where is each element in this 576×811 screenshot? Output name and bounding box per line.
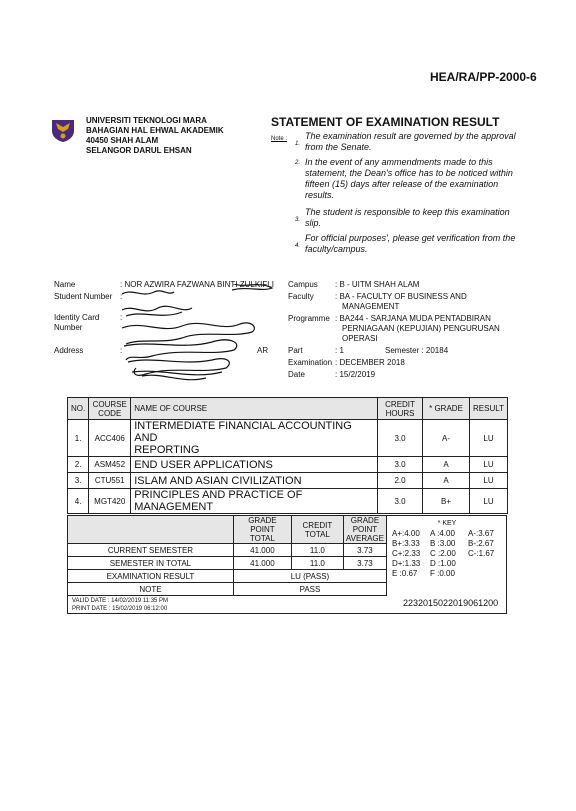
col-grade: * GRADE xyxy=(423,398,470,420)
campus-label: Campus xyxy=(288,280,318,289)
address-label: Address xyxy=(54,346,84,355)
grade-key-row xyxy=(392,539,502,549)
date-value: : 15/2/2019 xyxy=(335,370,376,379)
summary-note-label: NOTE xyxy=(68,583,234,596)
col-credit-line: CREDIT xyxy=(385,399,415,409)
row-code: ASM452 xyxy=(89,457,131,473)
note-text: The examination result are governed by the approval xyxy=(305,131,516,141)
document-reference: HEA/RA/PP-2000-6 xyxy=(430,70,537,84)
university-line: UNIVERSITI TEKNOLOGI MARA xyxy=(86,116,207,125)
row-name-line: INTERMEDIATE FINANCIAL ACCOUNTING AND xyxy=(134,420,352,444)
document-title: STATEMENT OF EXAMINATION RESULT xyxy=(271,115,500,129)
col-credit xyxy=(378,398,423,420)
summary-col-gpa xyxy=(343,516,386,544)
row-credit: 3.0 xyxy=(378,420,423,457)
col-code-line: COURSE xyxy=(92,399,127,409)
note-item xyxy=(295,131,535,153)
grade-key-entry: F :0.00 xyxy=(430,569,455,578)
examination-value: : DECEMBER 2018 xyxy=(335,358,405,367)
summary-exam-result-label: EXAMINATION RESULT xyxy=(68,570,234,583)
campus-value: : B - UITM SHAH ALAM xyxy=(335,280,420,289)
summary-current-label: CURRENT SEMESTER xyxy=(68,544,234,557)
programme-value xyxy=(335,314,500,344)
note-text: For official purposes', please get verification from the xyxy=(305,233,516,243)
faculty-value xyxy=(335,292,467,312)
grade-key-entry: B :3.00 xyxy=(430,539,456,548)
programme-value-line: OPERASI xyxy=(342,334,378,343)
row-result: LU xyxy=(470,420,508,457)
col-code xyxy=(89,398,131,420)
col-result: RESULT xyxy=(470,398,508,420)
summary-col-line: GRADE POINT xyxy=(248,516,277,534)
university-address xyxy=(86,116,224,156)
summary-col-line: TOTAL xyxy=(249,534,275,543)
note-number: 4. xyxy=(295,243,301,249)
row-code: MGT420 xyxy=(89,489,131,514)
summary-total-gp: 41.000 xyxy=(233,557,291,570)
note-text: The student is responsible to keep this examination xyxy=(305,207,510,217)
note-number: 2. xyxy=(295,160,301,166)
col-credit-line: HOURS xyxy=(385,408,415,418)
grade-key-row xyxy=(392,559,502,569)
row-result: LU xyxy=(470,457,508,473)
grade-key-entry: A :4.00 xyxy=(430,529,455,538)
part-value: : 1 xyxy=(335,346,344,355)
grade-key-row xyxy=(392,569,502,579)
faculty-value-line: MANAGEMENT xyxy=(342,302,400,311)
row-credit: 3.0 xyxy=(378,457,423,473)
grade-key-entry: B-:2.67 xyxy=(468,539,494,548)
examination-label: Examination xyxy=(288,358,333,367)
summary-col-line: TOTAL xyxy=(304,529,330,539)
valid-date: VALID DATE : 14/02/2019 11:35 PM xyxy=(72,598,169,604)
student-name-value: : NOR AZWIRA FAZWANA BINTI ZULKIFLI xyxy=(120,280,274,289)
grade-key-entry: C+:2.33 xyxy=(392,549,421,558)
row-no: 4. xyxy=(68,489,89,514)
grade-key-row xyxy=(392,529,502,539)
table-row xyxy=(68,489,508,514)
university-line: BAHAGIAN HAL EHWAL AKADEMIK xyxy=(86,126,224,135)
row-name xyxy=(131,420,378,457)
col-name: NAME OF COURSE xyxy=(131,398,378,420)
course-table-header xyxy=(68,398,508,420)
faculty-value-line: : BA - FACULTY OF BUSINESS AND xyxy=(335,292,467,301)
summary-exam-result-value: LU (PASS) xyxy=(233,570,386,583)
summary-col-line: CREDIT xyxy=(302,520,333,530)
date-label: Date xyxy=(288,370,305,379)
table-row xyxy=(68,457,508,473)
note-text: from the Senate. xyxy=(305,142,372,152)
address-fragment: AR xyxy=(257,346,269,355)
student-number-label: Student Number xyxy=(54,292,113,301)
summary-total-credit: 11.0 xyxy=(291,557,343,570)
summary-col-credit xyxy=(291,516,343,544)
redaction-scribble xyxy=(122,284,282,386)
student-name-label: Name xyxy=(54,280,76,289)
notes-label: Note : xyxy=(271,136,288,142)
row-result: LU xyxy=(470,489,508,514)
programme-value-line: PERNIAGAAN (KEPUJIAN) PENGURUSAN xyxy=(342,324,500,333)
serial-number: 2232015022019061200 xyxy=(403,598,499,608)
note-number: 1. xyxy=(295,141,301,147)
note-text: In the event of any ammendments made to this xyxy=(305,157,493,167)
university-line: SELANGOR DARUL EHSAN xyxy=(86,146,192,155)
row-grade: A xyxy=(423,473,470,489)
row-no: 2. xyxy=(68,457,89,473)
note-item xyxy=(295,207,535,229)
note-item xyxy=(295,157,535,201)
summary-col-line: AVERAGE xyxy=(345,534,384,543)
issue-dates xyxy=(72,597,168,613)
row-no: 3. xyxy=(68,473,89,489)
summary-table xyxy=(67,515,387,596)
summary-current-credit: 11.0 xyxy=(291,544,343,557)
programme-value-line: : BA244 - SARJANA MUDA PENTADBIRAN xyxy=(335,314,491,323)
grade-key xyxy=(392,519,502,579)
note-text: results. xyxy=(305,190,335,200)
identity-card-label xyxy=(54,313,99,333)
print-date: PRINT DATE : 15/02/2019 06:12:00 xyxy=(72,606,168,612)
grade-key-entry: A-:3.67 xyxy=(468,529,494,538)
faculty-label: Faculty xyxy=(288,292,314,301)
grade-key-entry: B+:3.33 xyxy=(392,539,420,548)
table-row xyxy=(68,557,387,570)
university-line: 40450 SHAH ALAM xyxy=(86,136,159,145)
course-table xyxy=(67,397,508,514)
summary-total-gpa: 3.73 xyxy=(343,557,386,570)
row-name-line: REPORTING xyxy=(134,444,200,456)
row-name: PRINCIPLES AND PRACTICE OF MANAGEMENT xyxy=(131,489,378,514)
identity-card-label-line: Number xyxy=(54,323,83,332)
grade-key-entry: E :0.67 xyxy=(392,569,418,578)
summary-col-line: GRADE POINT xyxy=(350,516,380,534)
row-result: LU xyxy=(470,473,508,489)
semester-label: Semester : 20184 xyxy=(385,346,449,355)
identity-card-label-line: Identity Card xyxy=(54,313,100,322)
summary-col-gp xyxy=(233,516,291,544)
grade-key-title: * KEY xyxy=(437,520,457,527)
col-no: NO. xyxy=(68,398,89,420)
note-item xyxy=(295,233,535,255)
summary-header xyxy=(68,516,387,544)
col-code-line: CODE xyxy=(98,408,122,418)
row-grade: A- xyxy=(423,420,470,457)
grade-key-entry: D :1.00 xyxy=(430,559,456,568)
table-row xyxy=(68,583,387,596)
part-label: Part xyxy=(288,346,303,355)
programme-label: Programme xyxy=(288,314,330,323)
note-number: 3. xyxy=(295,217,301,223)
identity-card-value: : xyxy=(120,313,123,322)
note-text: fifteen (15) days after release of the examination xyxy=(305,179,499,189)
summary-total-label: SEMESTER IN TOTAL xyxy=(68,557,234,570)
table-row xyxy=(68,570,387,583)
row-name: ISLAM AND ASIAN CIVILIZATION xyxy=(131,473,378,489)
grade-key-entry: D+:1.33 xyxy=(392,559,421,568)
grade-key-row xyxy=(392,549,502,559)
student-number-value: : xyxy=(120,292,123,301)
row-code: ACC406 xyxy=(89,420,131,457)
row-name: END USER APPLICATIONS xyxy=(131,457,378,473)
summary-current-gpa: 3.73 xyxy=(343,544,386,557)
row-grade: A xyxy=(423,457,470,473)
row-no: 1. xyxy=(68,420,89,457)
grade-key-entry: A+:4.00 xyxy=(392,529,420,538)
table-row xyxy=(68,544,387,557)
address-value: : xyxy=(120,346,123,355)
row-credit: 2.0 xyxy=(378,473,423,489)
row-credit: 3.0 xyxy=(378,489,423,514)
summary-note-value: PASS xyxy=(233,583,386,596)
note-text: slip. xyxy=(305,218,322,228)
table-row xyxy=(68,473,508,489)
summary-current-gp: 41.000 xyxy=(233,544,291,557)
university-logo-icon xyxy=(50,117,76,148)
table-row xyxy=(68,420,508,457)
note-text: statement, the Dean's office has to be noticed within xyxy=(305,168,513,178)
row-grade: B+ xyxy=(423,489,470,514)
note-text: faculty/campus. xyxy=(305,244,368,254)
grade-key-entry: C :2.00 xyxy=(430,549,456,558)
row-code: CTU551 xyxy=(89,473,131,489)
grade-key-entry: C-:1.67 xyxy=(468,549,495,558)
summary-blank xyxy=(68,516,234,544)
